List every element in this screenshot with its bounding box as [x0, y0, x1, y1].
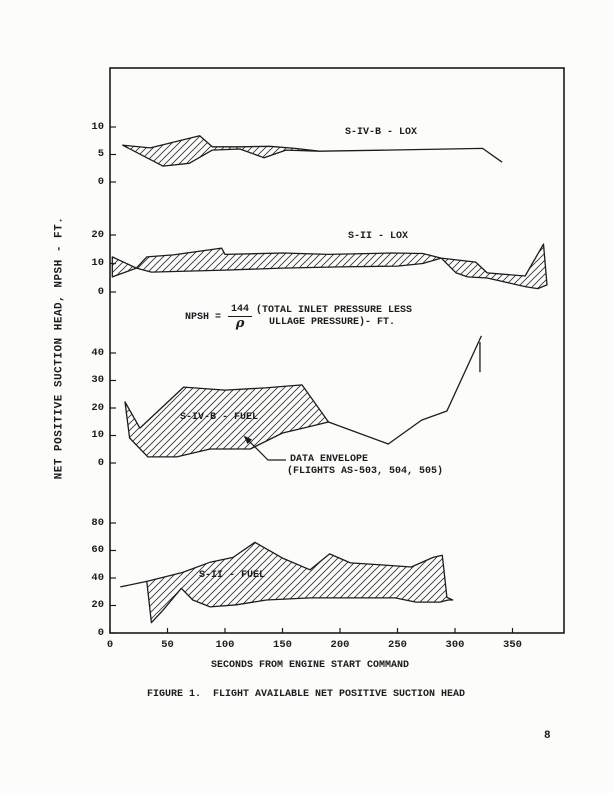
y-tick-label: 40 [91, 346, 104, 359]
equation-rhs-line2: ULLAGE PRESSURE)- FT. [269, 317, 396, 328]
y-tick-label: 0 [97, 626, 104, 639]
envelope-band-1 [112, 244, 547, 289]
x-axis-title: SECONDS FROM ENGINE START COMMAND [210, 660, 410, 671]
equation-denominator-rho: ρ [235, 316, 245, 331]
equation-rhs-line1: (TOTAL INLET PRESSURE LESS [256, 305, 413, 316]
envelope-band-3 [147, 542, 453, 622]
y-tick-label: 80 [91, 516, 104, 529]
equation-lhs: NPSH = [185, 311, 222, 323]
y-tick-label: 10 [91, 120, 104, 133]
x-tick-label: 250 [388, 639, 407, 651]
x-tick-label: 350 [503, 639, 522, 651]
y-tick-label: 20 [91, 228, 104, 241]
y-axis-title: NET POSITIVE SUCTION HEAD, NPSH - FT. [53, 216, 66, 480]
y-tick-label: 30 [91, 374, 104, 386]
series-label-s2-lox: S-II - LOX [348, 231, 409, 242]
page-number: 8 [544, 730, 551, 742]
curve-line-0 [319, 148, 502, 162]
series-label-s4b-lox: S-IV-B - LOX [345, 127, 418, 138]
curve-line-3 [120, 581, 147, 587]
curve-line-2 [329, 336, 482, 444]
y-tick-label: 0 [97, 285, 104, 298]
figure-caption: FIGURE 1. FLIGHT AVAILABLE NET POSITIVE SUCTION HEAD [147, 689, 466, 700]
y-tick-label: 10 [91, 257, 104, 269]
x-tick-label: 100 [215, 639, 235, 651]
y-tick-label: 0 [97, 175, 104, 188]
x-tick-label: 50 [161, 639, 174, 651]
y-tick-label: 0 [97, 456, 104, 469]
y-tick-label: 60 [91, 544, 104, 556]
npsh-equation [185, 304, 412, 330]
y-tick-label: 40 [91, 571, 104, 584]
equation-fraction [228, 304, 252, 330]
x-tick-label: 200 [330, 639, 350, 651]
data-envelope-label: DATA ENVELOPE [290, 454, 369, 465]
y-tick-label: 10 [91, 429, 104, 441]
x-tick-label: 0 [106, 639, 114, 651]
data-envelope-flights-label: (FLIGHTS AS-503, 504, 505) [287, 466, 444, 477]
y-tick-label: 20 [91, 599, 104, 611]
series-label-s4b-fuel: S-IV-B - FUEL [180, 412, 259, 423]
equation-rhs [256, 305, 412, 329]
y-tick-label: 5 [97, 148, 104, 160]
envelope-band-0 [123, 136, 320, 166]
x-tick-label: 300 [445, 639, 465, 651]
series-label-s2-fuel: S-II - FUEL [199, 570, 266, 581]
x-tick-label: 150 [273, 639, 292, 651]
equation-numerator: 144 [228, 304, 252, 317]
y-tick-label: 20 [91, 401, 104, 414]
